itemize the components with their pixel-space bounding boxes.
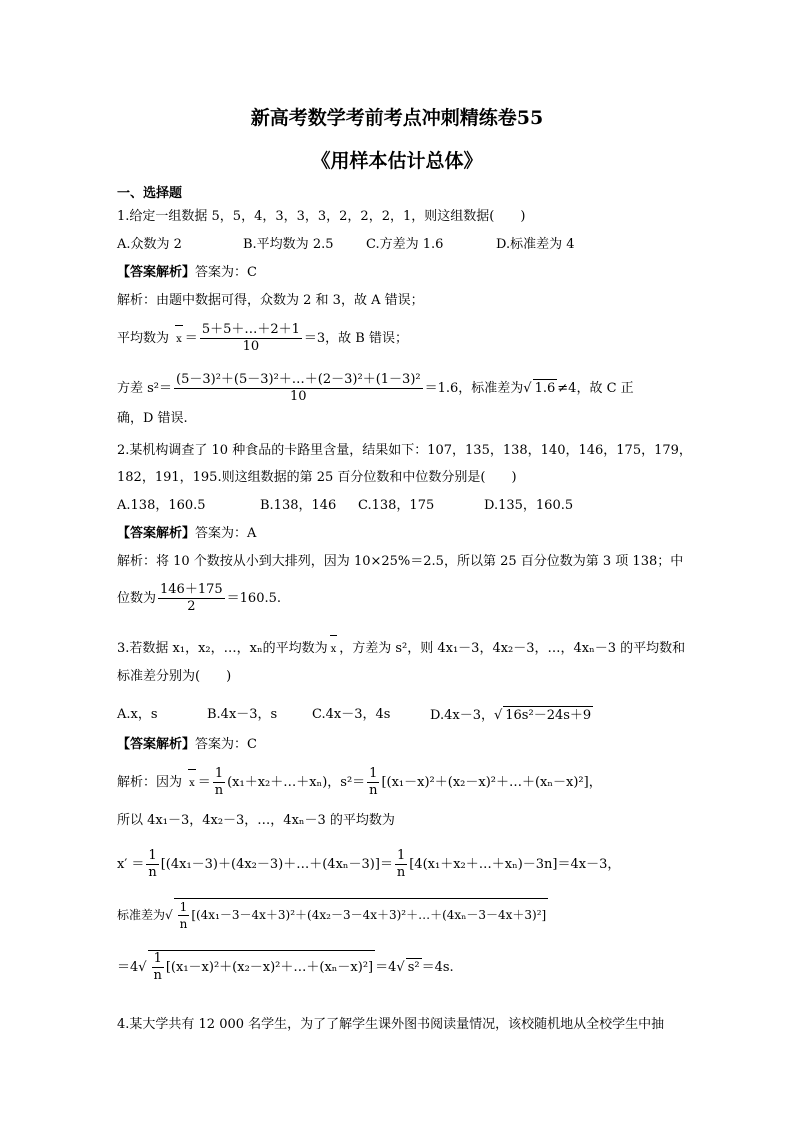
q3-stem-part-b: ，方差为 s²，则 4x₁－3，4x₂－3，…，4xₙ－3 的平均数和 bbox=[339, 641, 686, 656]
one-over-n-fraction bbox=[178, 899, 190, 932]
q3-stem-1 bbox=[117, 640, 685, 659]
answer-tag: 【答案解析】 bbox=[117, 526, 196, 541]
variance-suffix: ＝1.6，标准差为 bbox=[424, 381, 524, 396]
q1-option-d: D.标准差为 4 bbox=[496, 237, 575, 252]
fraction-numerator: 1 bbox=[369, 766, 378, 781]
answer-text: 答案为：A bbox=[195, 526, 257, 541]
q2-option-c: C.138，175 bbox=[358, 498, 435, 513]
one-over-n-fraction bbox=[213, 766, 225, 799]
answer-text: 答案为：C bbox=[195, 737, 257, 752]
q2-option-b: B.138，146 bbox=[260, 498, 337, 513]
q3-option-b: B.4x－3，s bbox=[207, 707, 278, 722]
q3-option-a: A.x，s bbox=[117, 707, 158, 722]
q1-mean-line: 平均数为 x ＝ $\frac{5+5+\dots+2+1}{10}$ ＝3，故 B 错误； bbox=[117, 322, 408, 354]
expl5-expression: [(x₁－x)²＋(x₂－x)²＋…＋(xₙ－x)²] bbox=[165, 960, 374, 975]
answer-text: 答案为：C bbox=[195, 265, 257, 280]
expl5-equals: ＝4 bbox=[375, 960, 397, 975]
sqrt-radicand: 16s²－24s＋9 bbox=[505, 708, 592, 723]
sqrt-radicand: s² bbox=[407, 960, 420, 975]
q3-explanation-3 bbox=[117, 848, 620, 881]
q3-answer-line bbox=[117, 736, 257, 754]
fraction-denominator: n bbox=[369, 783, 378, 798]
fraction-denominator: n bbox=[179, 917, 188, 931]
q3-explanation-4: 标准差为√ $\frac{1}{n}$ [(4x₁－3－4x＋3)²＋(4x₂－3－4x＋3)²＋…＋(4xₙ－3－4x＋3)²] bbox=[117, 900, 547, 931]
q1-explanation-end: 确，D 错误. bbox=[117, 411, 188, 426]
q2-stem-1: 2.某机构调查了 10 种食品的卡路里含量，结果如下：107，135，138，140，146，175，179， bbox=[117, 443, 692, 458]
fraction-denominator: 10 bbox=[242, 339, 260, 354]
variance-fraction bbox=[174, 372, 423, 405]
expl5-result: ＝4s. bbox=[421, 960, 454, 975]
xbar-symbol: x bbox=[186, 775, 198, 793]
q1-answer-line bbox=[117, 264, 257, 282]
median-prefix: 位数为 bbox=[117, 591, 157, 606]
q3-stem-2: 标准差分别为( ) bbox=[117, 669, 232, 684]
q3-stem-part-a: 3.若数据 x₁，x₂，…，xₙ的平均数为 bbox=[117, 641, 328, 656]
sqrt-radicand bbox=[148, 950, 376, 984]
fraction-denominator: n bbox=[214, 783, 224, 798]
document-subtitle: 《用样本估计总体》 bbox=[311, 150, 483, 172]
q3-explanation-1: 解析：因为 x ＝ $\frac{1}{n}$ (x₁＋x₂＋…＋xₙ)，s²＝ $\frac{1}{n}$ [(x₁－x)²＋(x₂－x)²＋…＋(xₙ－x)²]， bbox=[117, 766, 602, 798]
q3-explanation-5: ＝4√ $\frac{1}{n}$ [(x₁－x)²＋(x₂－x)²＋…＋(xₙ－x)²] ＝4√ s² ＝4s. bbox=[117, 951, 454, 983]
q2-median-line bbox=[117, 582, 281, 615]
fraction-numerator: (5－3)²＋(5－3)²＋…＋(2－3)²＋(1－3)² bbox=[176, 372, 421, 387]
q1-option-b: B.平均数为 2.5 bbox=[243, 237, 334, 252]
expl-tail: [4(x₁＋x₂＋…＋xₙ)－3n]＝4x－3， bbox=[409, 857, 621, 872]
q1-variance-line: 方差 s²＝ $\frac{\text{(5－3)²＋(5－3)²＋…＋(2－3)²＋(1－3)²}}{10}$ ＝1.6，标准差为√ 1.6 ≠4，故 C 正 bbox=[117, 372, 634, 404]
q1-option-c: C.方差为 1.6 bbox=[366, 237, 444, 252]
expl-prefix: 解析：因为 bbox=[117, 775, 183, 790]
q3-option-d-text: D.4x－3， bbox=[430, 708, 494, 723]
fraction-numerator: 146＋175 bbox=[160, 582, 223, 597]
fraction-numerator: 1 bbox=[179, 900, 188, 914]
sqrt-radicand: 1.6 bbox=[534, 381, 556, 396]
fraction-numerator: 1 bbox=[148, 848, 157, 863]
median-suffix: ＝160.5. bbox=[226, 591, 282, 606]
q2-option-d: D.135，160.5 bbox=[484, 498, 574, 513]
one-over-n-fraction bbox=[152, 951, 164, 984]
q2-explanation-1: 解析：将 10 个数按从小到大排列，因为 10×25%＝2.5，所以第 25 百分位数为第 3 项 138；中 bbox=[117, 554, 684, 569]
expl-mid: [(4x₁－3)＋(4x₂－3)＋…＋(4xₙ－3)]＝ bbox=[160, 857, 393, 872]
q3-option-c: C.4x－3，4s bbox=[312, 707, 391, 722]
q2-option-a: A.138，160.5 bbox=[117, 498, 206, 513]
answer-tag: 【答案解析】 bbox=[117, 737, 196, 752]
xbar-symbol: x bbox=[328, 641, 340, 659]
fraction-denominator: n bbox=[396, 865, 406, 880]
fraction-denominator: 10 bbox=[290, 389, 307, 404]
mean-fraction bbox=[200, 322, 302, 355]
fraction-numerator: 5＋5＋…＋2＋1 bbox=[201, 322, 300, 337]
mean-prefix: 平均数为 bbox=[117, 331, 170, 346]
variance-tail: ≠4，故 C 正 bbox=[557, 381, 634, 396]
sqrt-radicand bbox=[174, 898, 549, 932]
median-fraction bbox=[158, 582, 225, 615]
q2-answer-line bbox=[117, 525, 256, 543]
one-over-n-fraction bbox=[146, 848, 158, 881]
fraction-denominator: 2 bbox=[187, 599, 196, 614]
q1-option-a: A.众数为 2 bbox=[117, 237, 182, 252]
q3-option-d: D.4x－3，√ 16s²－24s＋9 bbox=[430, 708, 592, 723]
variance-prefix: 方差 s²＝ bbox=[117, 381, 173, 396]
xbar-symbol: x bbox=[173, 331, 185, 349]
expl-tail: [(x₁－x)²＋(x₂－x)²＋…＋(xₙ－x)²]， bbox=[381, 775, 602, 790]
q4-stem-1: 4.某大学共有 12 000 名学生，为了了解学生课外图书阅读量情况，该校随机地从全校学生中抽 bbox=[117, 1017, 665, 1032]
fraction-numerator: 1 bbox=[153, 951, 162, 966]
mean-suffix: ＝3，故 B 错误； bbox=[303, 331, 408, 346]
answer-tag: 【答案解析】 bbox=[117, 265, 196, 280]
document-title: 新高考数学考前考点冲刺精练卷55 bbox=[250, 107, 544, 129]
mean-prime: x′ ＝ bbox=[117, 857, 145, 872]
expl5-prefix: ＝4 bbox=[117, 960, 139, 975]
fraction-numerator: 1 bbox=[214, 766, 224, 781]
one-over-n-fraction bbox=[367, 766, 379, 799]
fraction-denominator: n bbox=[153, 968, 162, 983]
section-heading: 一、选择题 bbox=[117, 186, 183, 201]
fraction-numerator: 1 bbox=[396, 848, 406, 863]
fraction-denominator: n bbox=[148, 865, 157, 880]
one-over-n-fraction bbox=[395, 848, 407, 881]
expl-mid: (x₁＋x₂＋…＋xₙ)，s²＝ bbox=[227, 775, 366, 790]
q3-explanation-2: 所以 4x₁－3，4x₂－3，…，4xₙ－3 的平均数为 bbox=[117, 813, 395, 828]
stddev-expression: [(4x₁－3－4x＋3)²＋(4x₂－3－4x＋3)²＋…＋(4xₙ－3－4x＋3)²] bbox=[191, 908, 547, 922]
stddev-prefix: 标准差为 bbox=[117, 908, 166, 922]
q1-stem: 1.给定一组数据 5，5，4，3，3，3，2，2，2，1，则这组数据( ) bbox=[117, 209, 526, 224]
q1-explanation-1: 解析：由题中数据可得，众数为 2 和 3，故 A 错误； bbox=[117, 293, 424, 308]
q2-stem-2: 182，191，195.则这组数据的第 25 百分位数和中位数分别是( ) bbox=[117, 470, 517, 485]
